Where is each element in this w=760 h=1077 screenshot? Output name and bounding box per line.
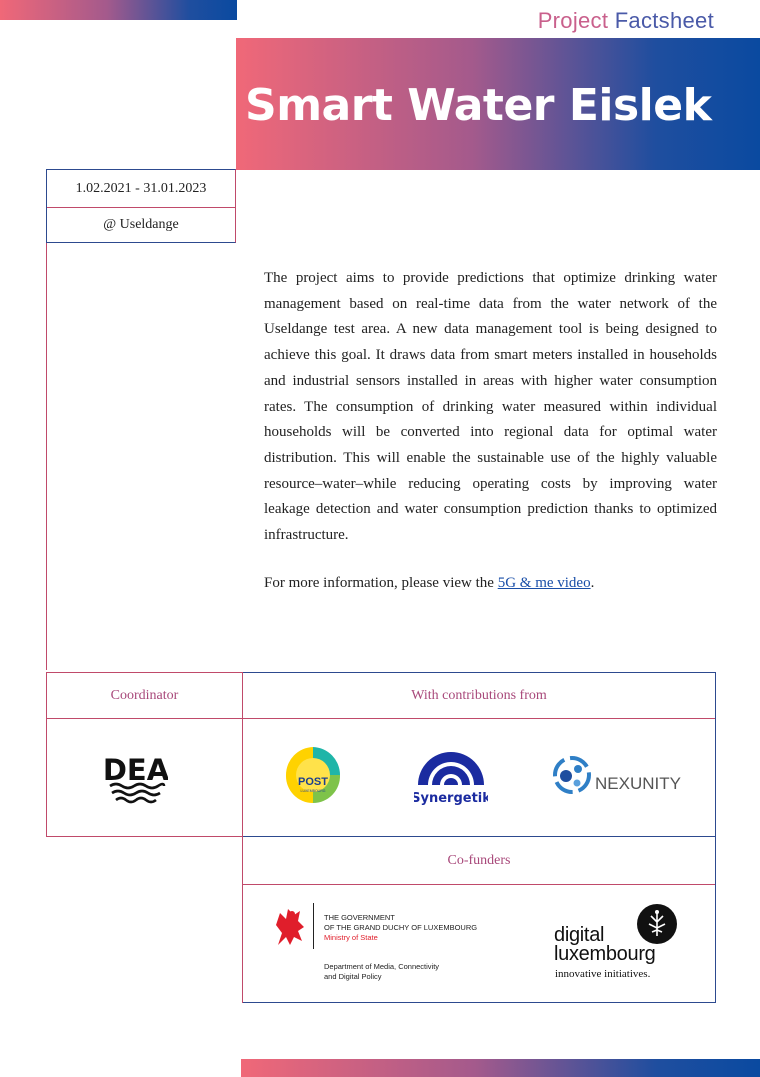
table-border <box>46 718 716 719</box>
bottom-gradient-strip <box>241 1059 760 1077</box>
table-border <box>243 1002 716 1003</box>
synergetik-logo <box>414 745 488 807</box>
video-link[interactable]: 5G & me video <box>497 575 591 591</box>
digital-lux-tagline: innovative initiatives. <box>555 968 651 980</box>
gov-dept-line-2: and Digital Policy <box>324 972 382 981</box>
coordinator-header: Coordinator <box>110 687 179 703</box>
cofunders-header: Co-funders <box>447 852 511 868</box>
nexunity-logo-text: NEXUNITY <box>595 774 681 793</box>
project-dates: 1.02.2021 - 31.01.2023 <box>75 180 207 196</box>
project-location: @ Useldange <box>47 207 235 242</box>
project-info-box <box>46 169 236 243</box>
gov-line-2: OF THE GRAND DUCHY OF LUXEMBOURG <box>324 923 478 932</box>
synergetik-logo-text: Synergetik <box>414 791 488 806</box>
post-logo-subtext: LUXEMBOURG <box>300 789 326 793</box>
table-border <box>243 884 716 885</box>
gov-line-1: THE GOVERNMENT <box>324 913 395 922</box>
digital-luxembourg-logo <box>554 904 684 984</box>
page-title: Smart Water Eislek <box>245 80 712 131</box>
top-gradient-strip <box>0 0 237 20</box>
table-border <box>715 672 716 1003</box>
project-description: The project aims to provide predictions that optimize drinking water management based on real-time data from the water network of the Useldange test area. A new data management tool is being designed to achieve this goal. It draws data from smart meters installed in households and industrial sensors installed in areas with higher water consumption rates. The consumption of drinking water measured within individual households will be converted into regional data for optimal water distribution. This will enable the sustainable use of the highly valuable resource–water–while reducing operating costs by improving water leakage detection and water consumption prediction thanks to optimized infrastructure. <box>264 270 717 544</box>
left-divider-line <box>46 243 47 670</box>
luxembourg-government-logo <box>272 903 497 983</box>
digital-lux-line-1: digital <box>554 924 605 946</box>
dea-logo-text: DEA <box>104 753 168 787</box>
factsheet-word-project: Project <box>537 8 609 33</box>
factsheet-label <box>538 8 714 34</box>
table-border <box>46 836 243 837</box>
gov-dept-line-1: Department of Media, Connectivity <box>324 962 440 971</box>
post-logo-text: POST <box>298 776 328 788</box>
more-info-suffix: . <box>590 575 595 591</box>
digital-lux-wordmark <box>554 926 656 964</box>
digital-lux-line-2: luxembourg <box>554 943 656 965</box>
post-luxembourg-logo <box>284 745 342 805</box>
red-lion-icon <box>272 905 308 947</box>
gov-department-block <box>324 962 439 982</box>
gov-text-block <box>324 913 477 943</box>
dea-logo <box>104 746 168 806</box>
gov-logo-divider <box>313 903 314 949</box>
nexunity-logo <box>551 754 681 798</box>
factsheet-word-factsheet: Factsheet <box>614 8 714 33</box>
contributions-header: With contributions from <box>411 687 547 703</box>
more-info-line <box>264 575 594 592</box>
gov-line-3: Ministry of State <box>324 933 378 942</box>
more-info-prefix: For more information, please view the <box>264 575 498 591</box>
